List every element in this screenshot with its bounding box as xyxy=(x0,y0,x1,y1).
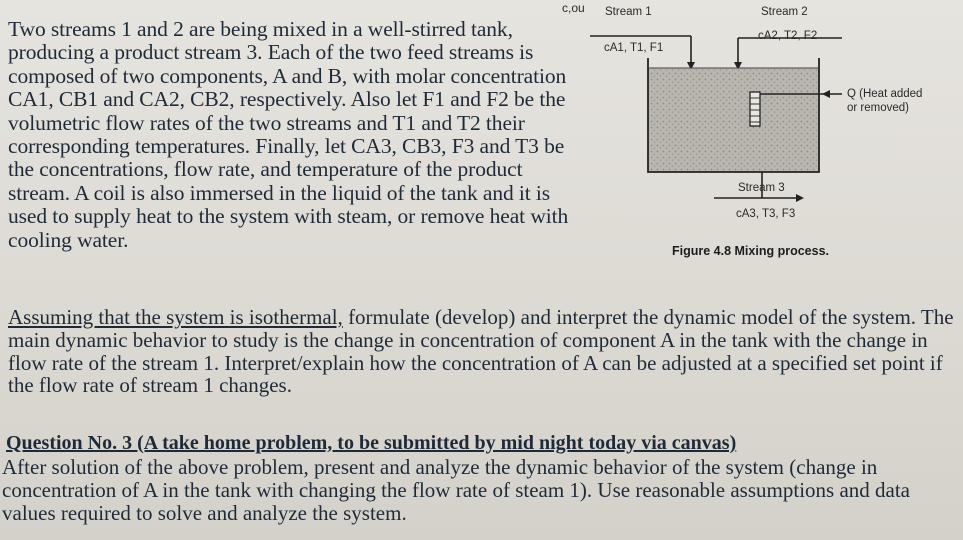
heat-arrow-icon xyxy=(822,90,830,98)
heating-coil-icon xyxy=(750,92,760,126)
problem-description xyxy=(8,18,583,252)
assignment-rest: formulate (develop) and interpret the dynamic model of the system. The main dynamic behavior to study is the change in concentration of component A in the tank with the change in flow rate of the stream 1. Interpret/explain how the concentration of A can be adjusted at a specified set point if the flow rate of stream 1 changes. xyxy=(8,305,954,398)
stream3-label: Stream 3 xyxy=(738,182,785,194)
stream1-label: Stream 1 xyxy=(605,6,652,18)
assignment-text xyxy=(8,306,958,397)
heat-label-line2: or removed) xyxy=(847,102,909,114)
question-body-text: After solution of the above problem, present and analyze the dynamic behavior of the system (change in concentration of A in the tank with changing the flow rate of steam 1). Use reasonable assumptions and data values required to solve and analyze the system. xyxy=(2,455,910,525)
heat-label-line1: Q (Heat added xyxy=(847,88,923,100)
stream2-label: Stream 2 xyxy=(761,6,808,18)
question-heading: Question No. 3 (A take home problem, to be submitted by mid night today via canvas) xyxy=(6,432,737,454)
cropped-text-fragment: c,ou xyxy=(562,1,585,15)
assignment-paragraph xyxy=(8,306,958,397)
tank-liquid xyxy=(648,68,819,172)
figure-caption: Figure 4.8 Mixing process. xyxy=(672,244,829,258)
mixing-process-figure xyxy=(590,0,963,270)
stream2-variables: cA2, T2, F2 xyxy=(758,30,818,42)
stream3-arrow-icon xyxy=(796,194,804,202)
stream1-variables: cA1, T1, F1 xyxy=(604,42,664,54)
question-body xyxy=(2,456,957,524)
problem-description-text: Two streams 1 and 2 are being mixed in a well-stirred tank, producing a product stream 3. Each of the two feed streams is composed of two components, A and B, with molar concentration CA1, CB1 and CA2, CB2, respectively. Also let F1 and F2 be the volumetric flow rates of the two streams and T1 and T2 their corresponding temperatures. Finally, let CA3, CB3, F3 and T3 be the concentrations, flow rate, and temperature of the product stream. A coil is also immersed in the liquid of the tank and it is used to supply heat to the system with steam, or remove heat with cooling water. xyxy=(8,17,569,252)
stream3-variables: cA3, T3, F3 xyxy=(736,208,796,220)
assumption-underlined: Assuming that the system is isothermal, xyxy=(8,305,343,329)
